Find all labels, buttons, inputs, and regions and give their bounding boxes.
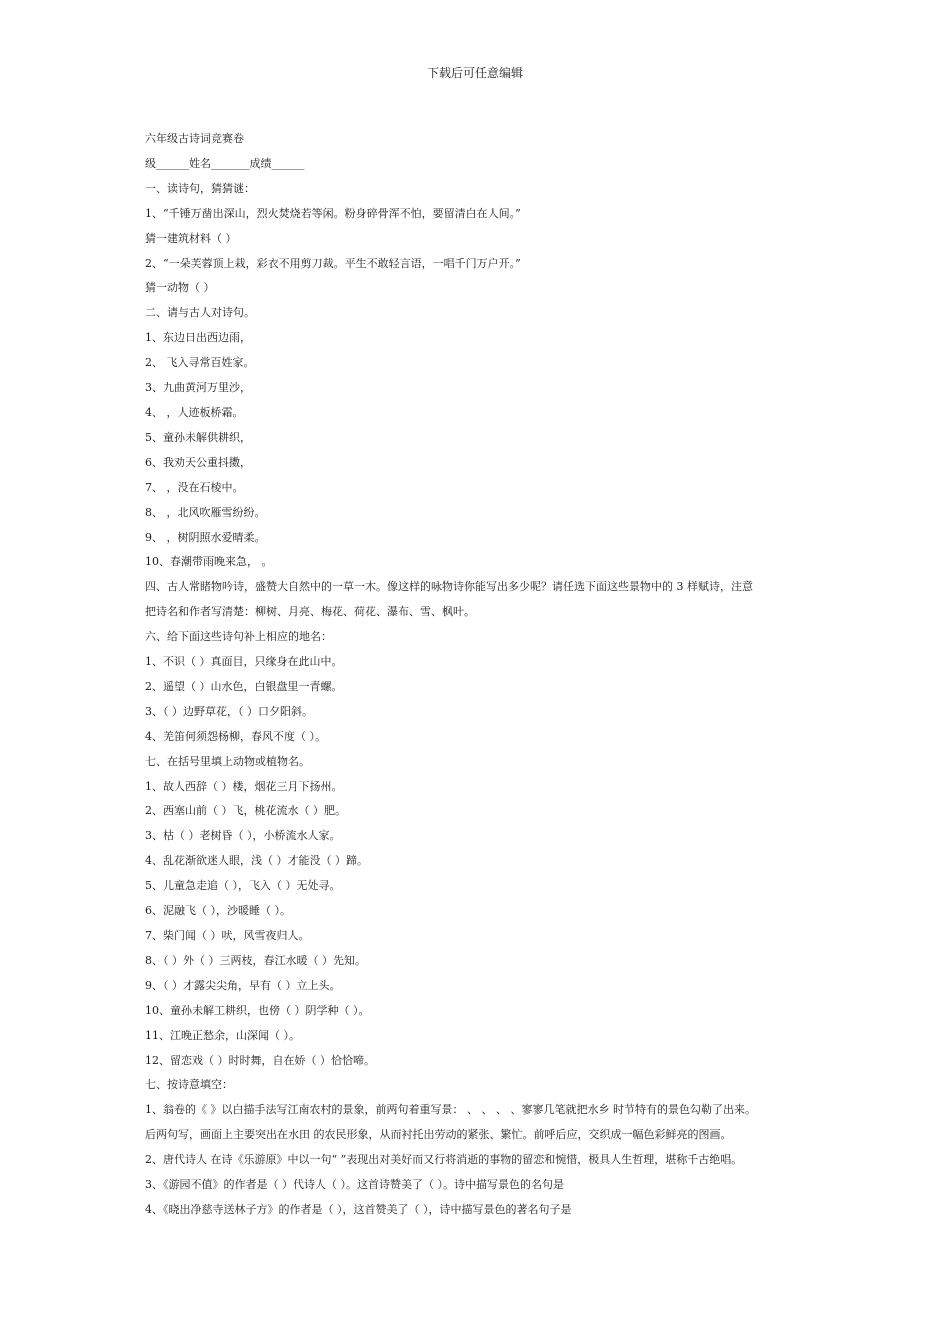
question-line: 把诗名和作者写清楚：柳树、月亮、梅花、荷花、瀑布、雪、枫叶。 bbox=[145, 605, 475, 619]
question-line: 12、留恋戏（ ）时时舞，自在娇（ ）恰恰啼。 bbox=[145, 1053, 375, 1067]
question-line: 5、儿童急走追（ ），飞入（ ）无处寻。 bbox=[145, 879, 341, 893]
question-line: 11、江晚正愁余，山深闻（ ）。 bbox=[145, 1028, 300, 1042]
question-line: 1、东边日出西边雨， bbox=[145, 331, 251, 345]
question-line: 后两句写，画面上主要突出在水田 的农民形象，从而衬托出劳动的紧张、繁忙。前呼后应，交织成一幅色彩鲜亮的图画。 bbox=[145, 1128, 732, 1142]
question-line: 8、（ ）外（ ）三两枝，春江水暖（ ）先知。 bbox=[145, 953, 366, 967]
section-heading: 七、在括号里填上动物或植物名。 bbox=[145, 754, 310, 768]
section-heading: 一、读诗句，猜猜谜： bbox=[145, 181, 255, 195]
question-line: 2、遥望（ ）山水色，白银盘里一青螺。 bbox=[145, 679, 343, 693]
question-line: 5、童孙未解供耕织， bbox=[145, 430, 251, 444]
question-line: 2、西塞山前（ ）飞，桃花流水（ ）肥。 bbox=[145, 804, 346, 818]
page-header: 下载后可任意编辑 bbox=[426, 66, 523, 80]
question-line: 4、羌笛何须怨杨柳，春风不度（ ）。 bbox=[145, 729, 326, 743]
question-line: 9、（ ）才露尖尖角，早有（ ）立上头。 bbox=[145, 978, 341, 992]
question-line: 10、春潮带雨晚来急， 。 bbox=[145, 555, 273, 569]
question-line: 4、 ，人迹板桥霜。 bbox=[145, 405, 244, 419]
document-body bbox=[145, 127, 815, 1223]
question-line: 6、我劝天公重抖擞， bbox=[145, 455, 251, 469]
student-info-line: 级______姓名_______成绩______ bbox=[145, 156, 305, 170]
question-line: 1、“千锤万凿出深山，烈火焚烧若等闲。粉身碎骨浑不怕，要留清白在人间。” bbox=[145, 206, 521, 220]
doc-title: 六年级古诗词竞赛卷 bbox=[145, 132, 244, 145]
section-heading: 七、按诗意填空： bbox=[145, 1078, 233, 1092]
question-line: 4、乱花渐欲迷人眼，浅（ ）才能没（ ）蹄。 bbox=[145, 854, 368, 868]
question-line: 3、（ ）边野草花，（ ）口夕阳斜。 bbox=[145, 704, 313, 718]
question-line: 7、 ，没在石棱中。 bbox=[145, 480, 244, 494]
question-line: 2、 飞入寻常百姓家。 bbox=[145, 356, 255, 370]
question-line: 3、枯（ ）老树昏（ ），小桥流水人家。 bbox=[145, 829, 341, 843]
question-line: 1、故人西辞（ ）楼，烟花三月下扬州。 bbox=[145, 779, 343, 793]
question-line: 7、柴门闻（ ）吠，风雪夜归人。 bbox=[145, 929, 310, 942]
question-line: 10、童孙未解工耕织，也傍（ ）阴学种（ ）。 bbox=[145, 1003, 370, 1017]
section-heading: 二、请与古人对诗句。 bbox=[145, 306, 255, 320]
question-line: 4、《晓出净慈寺送林子方》的作者是（ ），这首赞美了（ ），诗中描写景色的著名句子是 bbox=[145, 1202, 572, 1216]
question-line: 9、 ，树阴照水爱晴柔。 bbox=[145, 530, 266, 544]
question-line: 1、不识（ ）真面目，只缘身在此山中。 bbox=[145, 655, 343, 669]
question-line: 2、唐代诗人 在诗《乐游原》中以一句“ ”表现出对美好而又行将消逝的事物的留恋和惋惜，极具人生哲理，堪称千古绝唱。 bbox=[145, 1153, 743, 1167]
question-line: 8、 ，北风吹雁雪纷纷。 bbox=[145, 505, 266, 519]
question-line: 1、翁卷的《 》以白描手法写江南农村的景象，前两句着重写景： 、 、 、 、寥寥几笔就把水乡 时节特有的景色勾勒了出来。 bbox=[145, 1103, 756, 1117]
section-heading: 四、古人常睹物吟诗，盛赞大自然中的一草一木。像这样的咏物诗你能写出多少呢？请任选下面这些景物中的 3 样赋诗，注意 bbox=[145, 580, 753, 594]
section-heading: 六、给下面这些诗句补上相应的地名： bbox=[145, 630, 332, 644]
question-line: 猜一动物（ ） bbox=[145, 281, 215, 295]
question-line: 3、九曲黄河万里沙， bbox=[145, 381, 251, 395]
question-line: 3、《游园不值》的作者是（ ）代诗人（ ）。这首诗赞美了（ ）。诗中描写景色的名句是 bbox=[145, 1178, 564, 1192]
question-line: 2、“一朵芙蓉顶上栽，彩衣不用剪刀裁。平生不敢轻言语，一唱千门万户开。” bbox=[145, 256, 521, 270]
question-line: 6、泥融飞（ ），沙暖睡（ ）。 bbox=[145, 904, 291, 918]
question-line: 猜一建筑材料（ ） bbox=[145, 231, 237, 245]
